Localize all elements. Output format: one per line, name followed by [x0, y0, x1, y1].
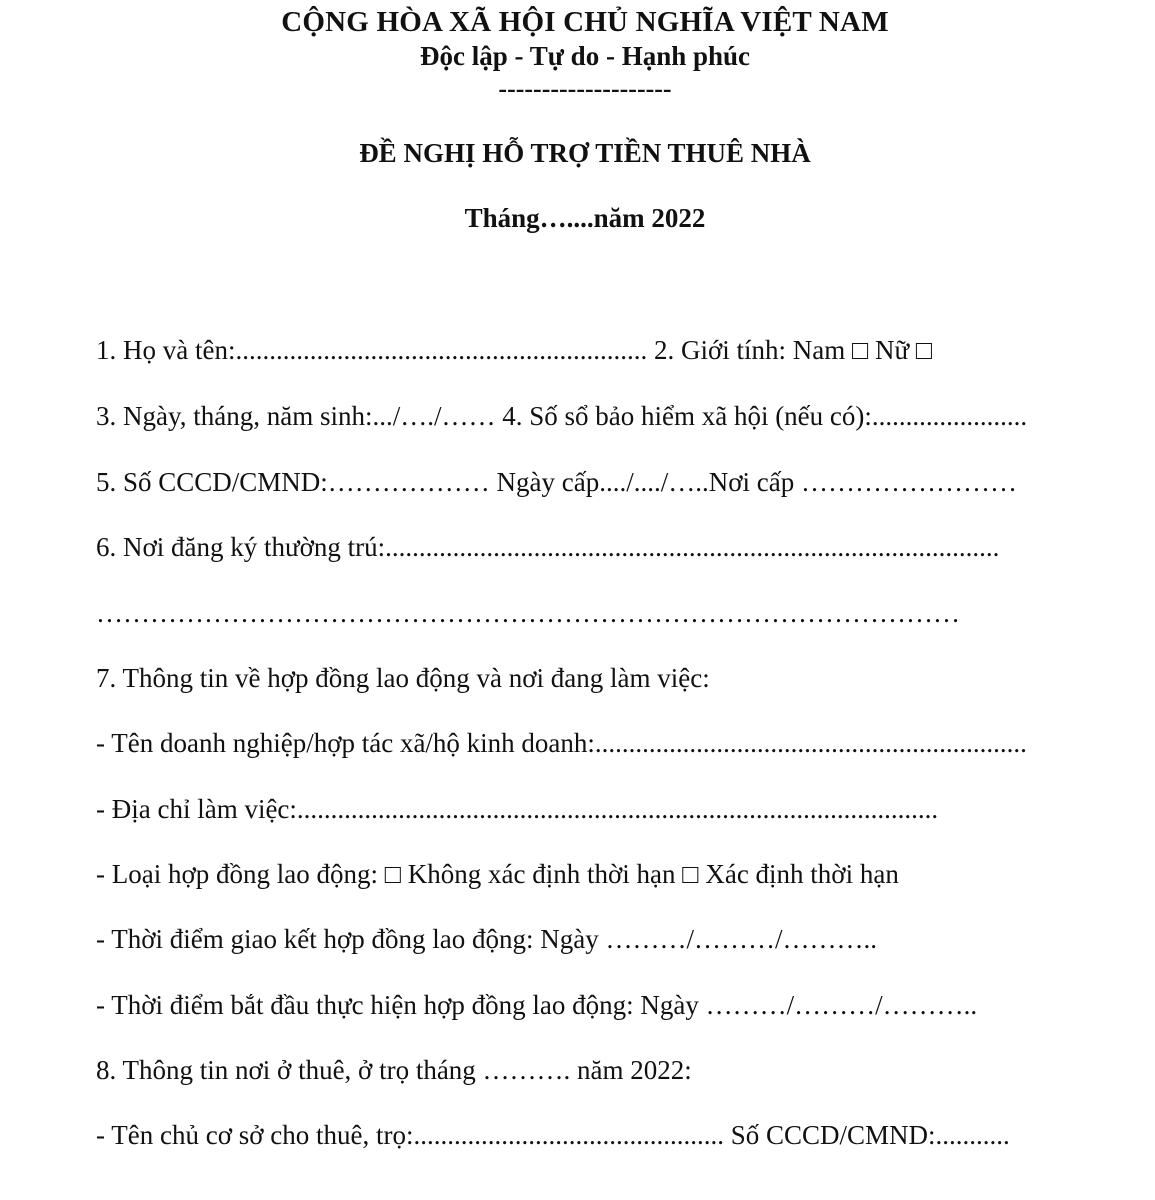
heading-divider: -------------------- — [498, 74, 672, 103]
section-labor-contract: 7. Thông tin về hợp đồng lao động và nơi đang làm việc: — [96, 663, 710, 693]
field-contract-start-date: - Thời điểm bắt đầu thực hiện hợp đồng lao động: Ngày ………/………/……….. — [96, 990, 978, 1020]
form-title: ĐỀ NGHỊ HỖ TRỢ TIỀN THUÊ NHÀ — [359, 138, 811, 168]
field-contract-signing-date: - Thời điểm giao kết hợp đồng lao động: Ngày ………/………/……….. — [96, 924, 877, 954]
form-period: Tháng…....năm 2022 — [464, 203, 706, 233]
field-work-address: - Địa chỉ làm việc:............................................................................................... — [96, 794, 939, 824]
field-landlord: - Tên chủ cơ sở cho thuê, trọ:.............................................. Số CCCD/CMND:........... — [96, 1120, 1010, 1150]
field-permanent-residence-continued: …………………………………………………………………………………… — [96, 598, 960, 628]
field-employer-name: - Tên doanh nghiệp/hợp tác xã/hộ kinh doanh:................................................................ — [96, 728, 1027, 758]
national-motto: Độc lập - Tự do - Hạnh phúc — [419, 41, 751, 71]
field-full-name-gender: 1. Họ và tên:............................................................. 2. Giới tính: Nam □ Nữ □ — [96, 335, 933, 365]
field-contract-type: - Loại hợp đồng lao động: □ Không xác định thời hạn □ Xác định thời hạn — [96, 859, 899, 889]
field-id-card: 5. Số CCCD/CMND:……………… Ngày cấp..../..../…..Nơi cấp …………………… — [96, 467, 1018, 497]
section-rental-info: 8. Thông tin nơi ở thuê, ở trọ tháng ………. năm 2022: — [96, 1055, 692, 1085]
field-birthdate-social-insurance: 3. Ngày, tháng, năm sinh:.../…./…… 4. Số sổ bảo hiểm xã hội (nếu có):....................... — [96, 401, 1028, 431]
national-heading: CỘNG HÒA XÃ HỘI CHỦ NGHĨA VIỆT NAM — [281, 6, 889, 38]
field-permanent-residence: 6. Nơi đăng ký thường trú:........................................................................................... — [96, 532, 1000, 562]
